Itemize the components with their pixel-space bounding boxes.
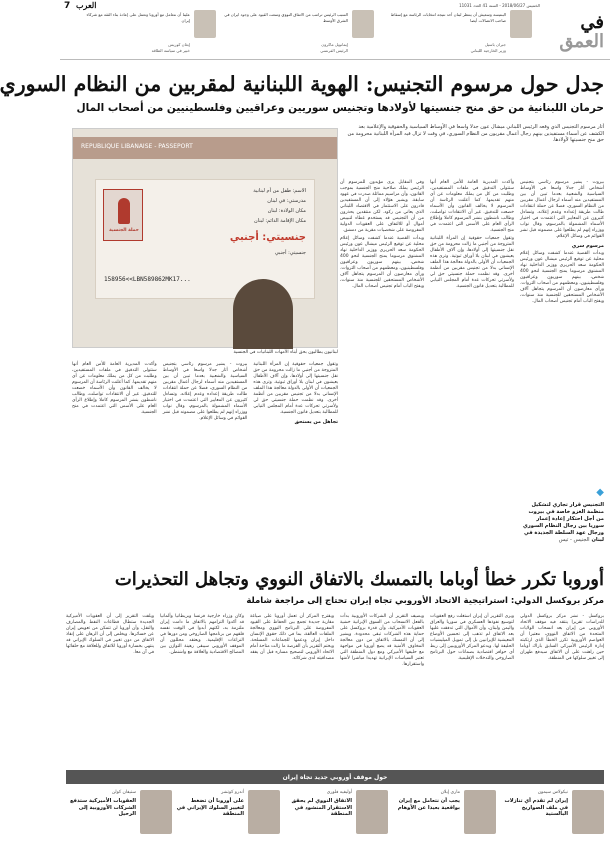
article2-column-3 <box>340 614 424 766</box>
column-quote-role: وزير الخارجية اللبناني <box>470 48 506 53</box>
person-name: ستيفان كولن <box>111 790 136 795</box>
paragraph: وأكدت المديرية العامة للأمن العام أنها ستتولى التدقيق في ملفات المستفيدين، وطلبت من كل من يملك معلومات عن أي منهم تقديمها. كما أعلنت الرئاسة أن المرسوم لا يخالف القانون وأن الأسماء خضعت للتدقيق. غير أن الانتقادات تواصلت، وطالب ناشطون بنشر المرسوم كاملا وإطلاع الرأي العام على الأسس التي اعتمدت في منح الجنسية. <box>72 362 157 415</box>
paragraph: ويضيف التقرير أن الشركات الأوروبية بدأت بالفعل الانسحاب من السوق الإيرانية خشية العقوبات الأميركية، وأن قدرة بروكسل على حماية هذه الشركات تبقى محدودة. ويشير إلى أن التمسك بالاتفاق من دون معالجة المخاوف الأمنية قد يضع أوروبا في مواجهة مع حليفها الأميركي ومع دول المنطقة التي تعتبر السياسات الإيرانية تهديدا مباشرا لأمنها واستقرارها. <box>340 614 424 667</box>
person-quote: إيران لم تقدم أي تنازلات في ملف الصواريخ البالستية <box>504 798 568 818</box>
paragraph: وتقول جمعيات حقوقية إن المرأة اللبنانية المتزوجة من أجنبي ما زالت محرومة من حق نقل جنسيتها إلى أولادها، وإن آلاف الأطفال يعيشون في لبنان بلا أوراق ثبوتية. وترى هذه الجمعيات أن الأولى بالدولة معالجة هذا الملف الإنساني بدلا من تجنيس مقربين من أنظمة أخرى. وقد نظمت حملة جنسيتي حق لي ولأسرتي تحركات عدة أمام المجلس النيابي للمطالبة بتعديل قانون الجنسية. <box>253 362 338 415</box>
column-quote-2 <box>224 10 374 58</box>
article2-column-1 <box>520 614 604 766</box>
author-photo <box>194 10 216 38</box>
opinion-item <box>68 786 172 842</box>
twitter-bird-icon: ◆ <box>596 487 604 498</box>
pull-quote <box>520 488 604 558</box>
person-figure-icon <box>118 198 130 224</box>
child-figure <box>233 279 293 349</box>
page-number: 7 <box>64 1 71 11</box>
paragraph: ويقترح المركز أن تعمل أوروبا على صياغة مقاربة جديدة تجمع بين الحفاظ على القيود المفروضة على البرنامج النووي ومعالجة الملفات العالقة، بما في ذلك حقوق الإنسان داخل إيران ودعمها للجماعات المسلحة. ويختم التقرير بأن الفرصة ما زالت متاحة أمام الاتحاد الأوروبي لتصحيح مساره قبل أن يفقد مصداقيته لدى شركائه. <box>250 614 334 661</box>
person-quote: العقوبات الأميركية ستدفع الشركات الأوروبية إلى الرحيل <box>70 798 136 818</box>
opinion-item <box>392 786 496 842</box>
person-photo <box>248 790 280 834</box>
page-header <box>60 0 610 60</box>
article-column-2 <box>430 180 514 560</box>
person-name: ماري إيلان <box>440 790 460 795</box>
column-quote-author: إيغان كوريس <box>168 42 190 47</box>
person-photo <box>572 790 604 834</box>
passport-strip <box>73 137 337 159</box>
quote-body: التجنيس قرار تجاري لتشكيل منظمة الغزو خاصة في بيروت من أجل احتكار إعادة إعمار سوريا بين رجال النظام السوري ورجال عهد السلطة الجديدة في لبنان <box>522 502 604 543</box>
person-photo <box>464 790 496 834</box>
article-subhead: حرمان اللبنانية من حق منح جنسيتها لأولادها وتجنيس سوريين وعراقيين وفلسطينيين من أصحاب المال <box>76 102 604 114</box>
author-photo <box>510 10 532 38</box>
column-quote-author: جبران باسيل <box>484 42 506 47</box>
paragraph: بروكسل - نشر مركز بروكسل الدولي للدراسات تقريرا ينتقد فيه موقف الاتحاد الأوروبي من إيران بعد انسحاب الولايات المتحدة من الاتفاق النووي، معتبرا أن العواصم الأوروبية تكرر الخطأ الذي ارتكبته إدارة الرئيس الأميركي السابق باراك أوباما حين راهنت على أن الاتفاق سيدفع طهران إلى تغيير سلوكها في المنطقة. <box>520 614 604 661</box>
column-quote-3 <box>86 10 216 58</box>
opinion-item <box>176 786 280 842</box>
article-headline: جدل حول مرسوم التجنيس: الهوية اللبنانية لمقربين من النظام السوري <box>0 72 604 96</box>
person-quote: الاتفاق النووي لم يحقق الاستقرار المنشود في المنطقة <box>291 798 352 818</box>
section-title-top: في <box>580 12 604 33</box>
date-line: الخميس 2018/06/27 - السنة 41 العدد 11031 <box>459 3 540 8</box>
paragraph: بيروت - يشير مرسوم رئاسي بتجنيس أشخاص أثار جدلا واسعا في الأوساط السياسية والشعبية بعدما تبين أن بين المستفيدين منه أسماء لرجال أعمال مقربين من النظام السوري، فضلا عن حملة انتقادات طالت طريقة إعداده وعدم إعلانه. وتساءل كثيرون عن المعايير التي اعتمدت في اختيار الأسماء المشمولة بالمرسوم، وقال نواب ووزراء إنهم لم يطلعوا على مضمونه قبل نشر القوائم في وسائل الإعلام. <box>520 180 604 239</box>
article2-column-6 <box>66 614 154 766</box>
opinions-strip <box>66 770 604 842</box>
section-title <box>542 14 604 52</box>
subheading: تجاهل من يستحق <box>294 419 338 425</box>
person-name: أوليفيه فلوري <box>326 790 352 795</box>
card-line: الاسم: طفل من أم لبنانية <box>253 188 306 194</box>
paragraph: ويلفت التقرير إلى أن العقوبات الأميركية الجديدة ستطال قطاعات النفط والمصارف والنقل، وأن أوروبا لن تتمكن من تعويض إيران عن خسائرها. ويخلص إلى أن الرهان على إنقاذ الاتفاق من دون تغيير في السلوك الإيراني قد ينتهي بخسارة أوروبا للاتفاق وللعلاقة مع حلفائها في آن معا. <box>66 614 154 655</box>
column-quote-1 <box>382 10 532 58</box>
article2-column-5 <box>160 614 244 766</box>
passport-header-text: REPUBLIQUE LIBANAISE - PASSEPORT <box>81 143 193 150</box>
article-column-4 <box>72 362 338 558</box>
person-name: أندرو كوتشر <box>221 790 244 795</box>
person-photo <box>140 790 172 834</box>
column-quote-text: البنتيسة وسعيش أن ينتظر لبنان أحد نتيجة انتخابات الرئاسة مع إسقاط صاحب الاتصالات أيضا <box>390 12 506 23</box>
article-column-1 <box>520 180 604 480</box>
person-quote: على أوروبا أن تضغط لتغيير السلوك الإيراني في المنطقة <box>176 798 244 818</box>
person-quote: يجب أن نتعامل مع إيران بواقعية بعيدا عن الأوهام <box>397 798 460 811</box>
paragraph: بيروت - يشير مرسوم رئاسي بتجنيس أشخاص أثار جدلا واسعا في الأوساط السياسية والشعبية بعدما تبين أن بين المستفيدين منه أسماء لرجال أعمال مقربين من النظام السوري، فضلا عن حملة انتقادات طالت طريقة إعداده وعدم إعلانه. وتساءل كثيرون عن المعايير التي اعتمدت في اختيار الأسماء المشمولة بالمرسوم، وقال نواب ووزراء إنهم لم يطلعوا على مضمونه قبل نشر القوائم في وسائل الإعلام. <box>162 362 248 421</box>
card-line: جنسيتي: أجنبي <box>274 250 306 256</box>
paragraph: وفي المقابل يرى مؤيدون للمرسوم أن الرئيس يملك صلاحية منح الجنسية بموجب القانون، وأن مراسيم مماثلة صدرت في عهود سابقة. ويشير هؤلاء إلى أن المستفيدين قادرون على الاستثمار في الاقتصاد اللبناني الذي يعاني من ركود. لكن منتقدين يحذرون من أن التجنيس قد يستخدم غطاء لتبييض أموال أو للالتفاف على العقوبات الدولية المفروضة على شخصيات مقربة من دمشق. <box>340 180 424 233</box>
pull-quote-text <box>520 502 604 544</box>
card-line: مكان الإقامة الدائم: لبنان <box>254 218 306 224</box>
campaign-label: حملة الجنسية <box>109 228 139 233</box>
card-line: مدرستي: في لبنان <box>267 198 306 204</box>
strip-title: حول موقف أوروبي جديد تجاه إيران <box>66 772 604 784</box>
column-quote-role: خبير في سياسة الطاقة <box>151 48 190 53</box>
card-line: مكان الولادة: لبنان <box>267 208 306 214</box>
person-photo <box>356 790 388 834</box>
opinion-item <box>500 786 604 842</box>
paragraph: وبدأت القضية عندما كشفت وسائل إعلام محلية عن توقيع الرئيس ميشال عون ورئيس الحكومة سعد الحريري ووزير الداخلية نهاد المشنوق مرسوما يمنح الجنسية لنحو 400 شخص، بينهم سوريون وعراقيون وفلسطينيون، ومعظمهم من أصحاب الثروات. ورأى معارضون أن المرسوم يتجاهل آلاف الأشخاص المستحقين للجنسية منذ سنوات، ويفتح الباب أمام تجنيس أصحاب المال. <box>340 236 424 289</box>
subheading: مرسوم سري <box>571 243 604 249</box>
quote-author: الجنيس - تيس <box>558 537 590 543</box>
column-quote-text: علينا أن نتعامل مع أوروبا ونعمل على إعادة بناء الثقة مع شركاء إيران <box>86 12 190 23</box>
column-quote-text: السبب الرئيس ترامب من الاتفاق النووي وسعت القيود على وجود ايران في الشرق الأوسط <box>224 12 348 23</box>
paragraph: ويرى التقرير أن إيران استغلت رفع العقوبات لتوسيع نفوذها العسكري في سوريا والعراق واليمن ولبنان، وأن الأموال التي تدفقت عليها بعد الاتفاق لم تذهب إلى تحسين الأوضاع المعيشية للإيرانيين بل إلى تمويل الميليشيات الحليفة لها. ويدعو المركز الأوروبيين إلى ربط أي حوافز اقتصادية بضمانات حول البرنامج الصاروخي والتدخلات الإقليمية. <box>430 614 514 661</box>
author-photo <box>352 10 374 38</box>
article-column-3 <box>340 180 424 560</box>
section-title-bottom: العمق <box>559 31 604 52</box>
article2-headline: أوروبا تكرر خطأ أوباما بالتمسك بالاتفاق النووي وتجاهل التحذيرات <box>114 569 604 590</box>
card-code: 158956<<LBN589862MK17... <box>104 276 191 283</box>
paragraph: وبدأت القضية عندما كشفت وسائل إعلام محلية عن توقيع الرئيس ميشال عون ورئيس الحكومة سعد الحريري ووزير الداخلية نهاد المشنوق مرسوما يمنح الجنسية لنحو 400 شخص، بينهم سوريون وعراقيون وفلسطينيون، ومعظمهم من أصحاب الثروات. ورأى معارضون أن المرسوم يتجاهل آلاف الأشخاص المستحقين للجنسية منذ سنوات، ويفتح الباب أمام تجنيس أصحاب المال. <box>520 251 604 304</box>
photo-caption: لبنانيون يطالبون بحق أبناء الأمهات اللبنانيات في الجنسية <box>233 350 338 355</box>
paragraph: وأكدت المديرية العامة للأمن العام أنها ستتولى التدقيق في ملفات المستفيدين، وطلبت من كل من يملك معلومات عن أي منهم تقديمها. كما أعلنت الرئاسة أن المرسوم لا يخالف القانون وأن الأسماء خضعت للتدقيق. غير أن الانتقادات تواصلت، وطالب ناشطون بنشر المرسوم كاملا وإطلاع الرأي العام على الأسس التي اعتمدت في منح الجنسية. <box>430 180 514 233</box>
article2-column-4 <box>250 614 334 766</box>
column-quote-role: الرئيس الفرنسي <box>320 48 348 53</box>
article-lead: أثار مرسوم التجنيس الذي وقعه الرئيس اللبناني ميشال عون جدلا واسعا في الأوساط السياسية والحقوقية والإعلامية بعد الكشف عن أسماء مستفيدين بينهم رجال أعمال مقربون من النظام السوري، في وقت لا تزال فيه المرأة اللبنانية محرومة من حق منح جنسيتها لأولادها. <box>347 124 604 144</box>
column-quote-author: إيمانويل ماكرون <box>321 42 348 47</box>
newspaper-logo: العرب <box>76 0 97 10</box>
article2-column-2 <box>430 614 514 766</box>
campaign-logo <box>103 189 143 241</box>
paragraph: وتقول جمعيات حقوقية إن المرأة اللبنانية المتزوجة من أجنبي ما زالت محرومة من حق نقل جنسيتها إلى أولادها، وإن آلاف الأطفال يعيشون في لبنان بلا أوراق ثبوتية. وترى هذه الجمعيات أن الأولى بالدولة معالجة هذا الملف الإنساني بدلا من تجنيس مقربين من أنظمة أخرى. وقد نظمت حملة جنسيتي حق لي ولأسرتي تحركات عدة أمام المجلس النيابي للمطالبة بتعديل قانون الجنسية. <box>430 236 514 289</box>
person-name: نيكولاس سيمون <box>537 790 568 795</box>
paragraph: وكان وزراء خارجية فرنسا وبريطانيا وألمانيا قد أكدوا التزامهم بالاتفاق ما دامت إيران ملتزمة به، لكنهم أبدوا في الوقت نفسه قلقهم من برنامجها الصاروخي ومن دورها في النزاعات الإقليمية. ويعتقد محللون أن الموقف الأوروبي سيبقى رهينة التوازن بين المصالح الاقتصادية والعلاقة مع واشنطن. <box>160 614 244 655</box>
opinion-item <box>284 786 388 842</box>
article2-subhead: مركز بروكسل الدولي: استراتيجية الاتحاد الأوروبي تجاه إيران تحتاج إلى مراجعة شاملة <box>246 596 604 606</box>
foreign-label: جنسيتي: أجنبي <box>229 232 306 243</box>
article-photo <box>72 128 338 348</box>
